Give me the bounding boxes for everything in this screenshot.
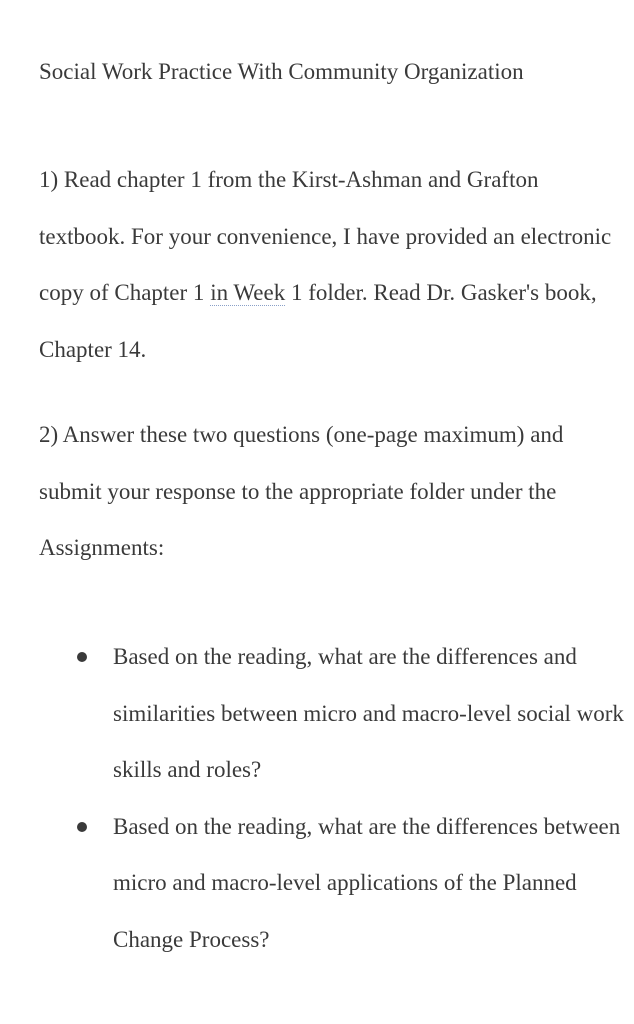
week-folder-link[interactable]: in Week: [210, 280, 286, 305]
bullet-icon: [77, 822, 87, 832]
question-list: [39, 629, 629, 968]
list-item: [39, 629, 629, 799]
instruction-2: 2) Answer these two questions (one-page maximum) and submit your response to the appropriate folder under the Assignments:: [39, 422, 564, 560]
list-item: [39, 799, 629, 969]
instruction-1-text-start: 1) Read chapter 1 from the Kirst-Ashman and Grafton textbook. For your convenience, I have provided an electronic copy of Chapter 1: [39, 167, 612, 305]
instruction-1-text-end: 1 folder. Read Dr. Gasker's book, Chapter 14.: [39, 280, 597, 362]
question-text: Based on the reading, what are the differences and similarities between micro and macro-level social work skills and roles?: [113, 644, 624, 782]
document-title: Social Work Practice With Community Organization: [39, 59, 524, 84]
bullet-icon: [77, 652, 87, 662]
question-text: Based on the reading, what are the differences between micro and macro-level applications of the Planned Change Process?: [113, 813, 621, 952]
instruction-1: [39, 152, 624, 378]
